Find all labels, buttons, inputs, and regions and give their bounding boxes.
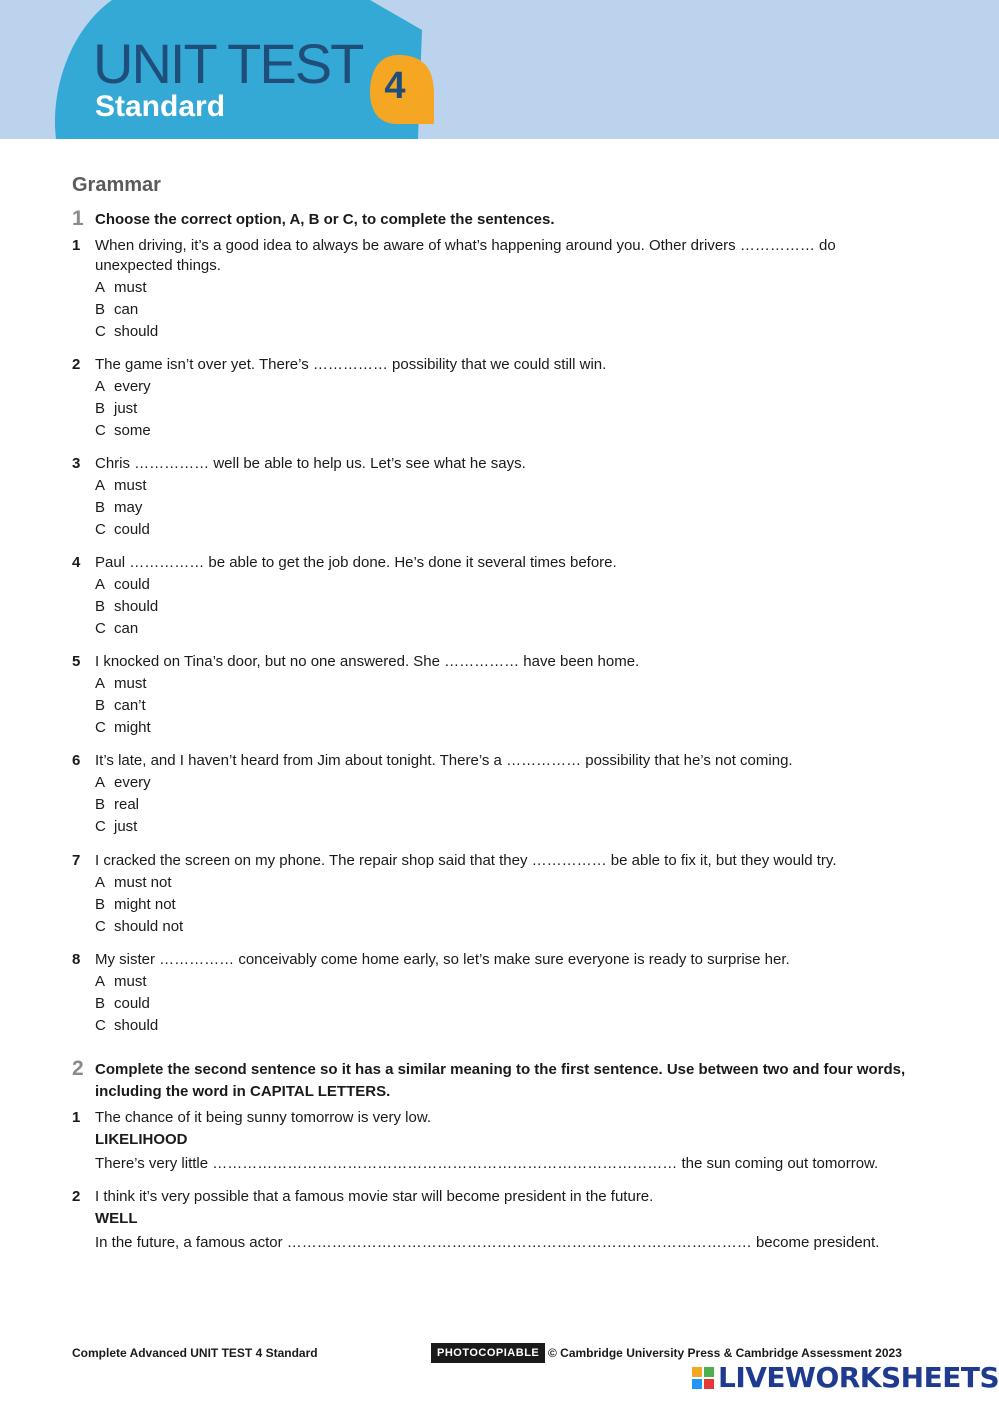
option-c[interactable] <box>95 322 158 342</box>
option-text: could <box>114 576 150 593</box>
option-b[interactable] <box>95 300 138 320</box>
option-letter: A <box>95 576 106 593</box>
question-number: 1 <box>72 1109 81 1126</box>
question-number: 5 <box>72 653 81 670</box>
option-b[interactable] <box>95 994 150 1014</box>
option-letter: A <box>95 675 106 692</box>
question-text: I knocked on Tina’s door, but no one answered. She …………… have been home. <box>95 653 640 670</box>
option-b[interactable] <box>95 696 146 716</box>
option-text: can’t <box>114 697 146 714</box>
question-text: I cracked the screen on my phone. The repair shop said that they …………… be able to fix it, but they would try. <box>95 852 837 869</box>
option-letter: C <box>95 521 106 538</box>
question-text: Paul …………… be able to get the job done. He’s done it several times before. <box>95 554 617 571</box>
answer-suffix: become president. <box>755 1234 880 1251</box>
keyword: LIKELIHOOD <box>95 1131 188 1148</box>
option-text: can <box>114 620 139 637</box>
option-letter: B <box>95 301 106 318</box>
option-text: may <box>114 499 143 516</box>
option-b[interactable] <box>95 399 137 419</box>
keyword: WELL <box>95 1210 138 1227</box>
option-letter: C <box>95 719 106 736</box>
option-text: every <box>114 774 151 791</box>
option-text: should <box>114 1017 159 1034</box>
answer-gap[interactable]: ………………………………………………………………………………… <box>286 1234 752 1251</box>
question-number: 8 <box>72 951 81 968</box>
option-text: some <box>114 422 151 439</box>
option-c[interactable] <box>95 1016 158 1036</box>
option-letter: A <box>95 973 106 990</box>
option-letter: B <box>95 896 106 913</box>
option-text: might not <box>114 896 176 913</box>
question-text: I think it’s very possible that a famous movie star will become president in the future. <box>95 1188 654 1205</box>
option-letter: A <box>95 477 106 494</box>
exercise-number: 1 <box>72 207 84 230</box>
question-text: When driving, it’s a good idea to always be aware of what’s happening around you. Other drivers …………… do unexpected things. <box>95 237 836 274</box>
option-text: just <box>114 400 138 417</box>
option-text: could <box>114 521 150 538</box>
option-letter: C <box>95 918 106 935</box>
option-a[interactable] <box>95 773 151 793</box>
option-letter: C <box>95 818 106 835</box>
option-text: must <box>114 675 147 692</box>
question-number: 3 <box>72 455 81 472</box>
option-a[interactable] <box>95 278 147 298</box>
question-text: Chris …………… well be able to help us. Let’s see what he says. <box>95 455 526 472</box>
option-a[interactable] <box>95 674 147 694</box>
option-text: just <box>114 818 138 835</box>
option-c[interactable] <box>95 520 150 540</box>
option-letter: B <box>95 598 106 615</box>
header-band <box>0 0 999 139</box>
unit-number-badge: 4 <box>384 65 406 107</box>
option-text: must <box>114 973 147 990</box>
option-text: every <box>114 378 151 395</box>
option-letter: B <box>95 796 106 813</box>
photocopiable-badge: PHOTOCOPIABLE <box>431 1343 545 1363</box>
option-letter: A <box>95 874 106 891</box>
exercise-instruction: Choose the correct option, A, B or C, to complete the sentences. <box>95 211 555 228</box>
option-letter: C <box>95 422 106 439</box>
unit-test-title: UNIT TEST <box>93 32 363 95</box>
exercise-instruction: Complete the second sentence so it has a similar meaning to the first sentence. Use between two and four words, including the word in CAPITAL LETTERS. <box>95 1061 906 1100</box>
option-letter: B <box>95 995 106 1012</box>
option-a[interactable] <box>95 972 147 992</box>
option-b[interactable] <box>95 895 176 915</box>
question-text: It’s late, and I haven’t heard from Jim about tonight. There’s a …………… possibility that he’s not coming. <box>95 752 793 769</box>
unit-test-subtitle: Standard <box>95 90 226 123</box>
option-text: must not <box>114 874 172 891</box>
option-b[interactable] <box>95 498 142 518</box>
option-a[interactable] <box>95 873 172 893</box>
option-text: should <box>114 598 159 615</box>
option-text: might <box>114 719 151 736</box>
option-c[interactable] <box>95 421 151 441</box>
question-number: 7 <box>72 852 81 869</box>
option-text: could <box>114 995 150 1012</box>
option-c[interactable] <box>95 619 138 639</box>
option-letter: C <box>95 1017 106 1034</box>
option-c[interactable] <box>95 917 183 937</box>
answer-line <box>95 1154 925 1174</box>
option-letter: C <box>95 323 106 340</box>
logo-text: LIVEWORKSHEETS <box>718 1361 999 1394</box>
section-title: Grammar <box>72 174 161 196</box>
footer-title: Complete Advanced UNIT TEST 4 Standard <box>72 1346 318 1360</box>
logo-blocks-icon <box>692 1367 714 1389</box>
option-text: must <box>114 279 147 296</box>
liveworksheets-logo[interactable] <box>692 1361 999 1394</box>
option-text: real <box>114 796 140 813</box>
option-a[interactable] <box>95 575 150 595</box>
answer-suffix: the sun coming out tomorrow. <box>681 1155 879 1172</box>
option-letter: B <box>95 697 106 714</box>
question-number: 1 <box>72 237 81 254</box>
option-letter: A <box>95 279 106 296</box>
question-text: The chance of it being sunny tomorrow is very low. <box>95 1109 431 1126</box>
question-number: 2 <box>72 1188 81 1205</box>
answer-gap[interactable]: ………………………………………………………………………………… <box>212 1155 678 1172</box>
option-a[interactable] <box>95 476 147 496</box>
option-c[interactable] <box>95 817 137 837</box>
option-b[interactable] <box>95 795 139 815</box>
copyright-notice: © Cambridge University Press & Cambridge Assessment 2023 <box>548 1346 902 1360</box>
option-b[interactable] <box>95 597 158 617</box>
option-text: should not <box>114 918 184 935</box>
answer-prefix: There’s very little <box>95 1155 209 1172</box>
option-letter: B <box>95 499 106 516</box>
answer-line <box>95 1233 925 1253</box>
option-text: must <box>114 477 147 494</box>
exercise-number: 2 <box>72 1057 84 1080</box>
option-letter: A <box>95 378 106 395</box>
option-letter: C <box>95 620 106 637</box>
question-number: 4 <box>72 554 81 571</box>
option-letter: B <box>95 400 106 417</box>
question-number: 6 <box>72 752 81 769</box>
option-c[interactable] <box>95 718 151 738</box>
question-text: The game isn’t over yet. There’s …………… possibility that we could still win. <box>95 356 607 373</box>
answer-prefix: In the future, a famous actor <box>95 1234 283 1251</box>
question-text: My sister …………… conceivably come home early, so let’s make sure everyone is ready to surprise her. <box>95 951 790 968</box>
option-text: should <box>114 323 159 340</box>
question-number: 2 <box>72 356 81 373</box>
option-letter: A <box>95 774 106 791</box>
option-a[interactable] <box>95 377 151 397</box>
option-text: can <box>114 301 139 318</box>
